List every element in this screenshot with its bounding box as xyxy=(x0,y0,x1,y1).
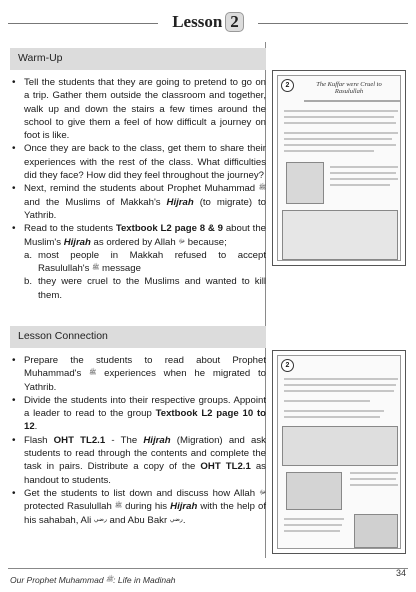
text-line xyxy=(304,100,400,102)
footer-rule xyxy=(8,568,408,569)
swt-symbol: ﷻ xyxy=(259,489,266,496)
lesson-badge: 2 xyxy=(281,359,294,372)
lesson-word: Lesson xyxy=(172,12,223,31)
connection-list xyxy=(10,354,266,527)
warmup-sub-a: a. most people in Makkah refused to accept Rasulullah's $^ﷺ$ message xyxy=(24,249,266,275)
page-number: 34 xyxy=(395,568,406,578)
text-line xyxy=(284,384,396,386)
bullet-icon: • xyxy=(12,487,16,499)
main-column xyxy=(10,42,266,558)
bullet-icon: • xyxy=(12,434,16,446)
textbook-page-thumbnail-1 xyxy=(272,70,406,266)
text-line xyxy=(284,110,398,112)
thumbnail-page xyxy=(277,355,401,549)
pbuh-symbol: ﷺ xyxy=(105,577,114,583)
text-line xyxy=(330,178,398,180)
text-line xyxy=(330,166,398,168)
text-line xyxy=(330,184,390,186)
text-line xyxy=(284,138,392,140)
textbook-page-thumbnail-2 xyxy=(272,350,406,554)
text-line xyxy=(284,116,394,118)
illustration xyxy=(354,514,398,548)
illustration xyxy=(282,210,398,260)
text-line xyxy=(284,122,396,124)
text-line xyxy=(284,400,370,402)
connection-item-1: • Prepare the students to read about Prophet Muhammad's $^ﷺ$ experiences when he migrated to Yathrib. xyxy=(12,355,266,393)
bullet-icon: • xyxy=(12,183,16,195)
connection-item-4: • Get the students to list down and discuss how Allah $^ﷻ$ protected Rasulullah $^ﷺ$ during his Hijrah with the help of his sahabah, Ali $^{رضي}$ and Abu Bakr $^{رضي}$. xyxy=(12,487,266,526)
warmup-section-bar xyxy=(10,48,266,70)
pbuh-symbol: ﷺ xyxy=(89,370,97,377)
text-line xyxy=(284,390,394,392)
warmup-item-2: • Once they are back to the class, get them to share their experiences with the rest of the class. What difficulties did they face? How did they feel throughout the journey? xyxy=(12,143,266,182)
illustration xyxy=(286,162,324,204)
connection-item-3: • Flash OHT TL2.1 - The Hijrah (Migration) and ask students to read through the contents and complete the task in pairs. Distribute a copy of the OHT TL2.1 as handout to students. xyxy=(12,434,266,486)
lesson-badge: 2 xyxy=(281,79,294,92)
warmup-sub-b: b. they were cruel to the Muslims and wanted to kill them. xyxy=(24,276,266,301)
ra-symbol: رضي xyxy=(93,516,107,523)
connection-item-2: • Divide the students into their respective groups. Appoint a leader to read to the group Textbook L2 page 10 to 12. xyxy=(12,394,267,433)
text-line xyxy=(330,172,396,174)
swt-symbol: ﷻ xyxy=(178,238,186,245)
connection-section-bar xyxy=(10,326,266,348)
lesson-title xyxy=(162,12,254,32)
text-line xyxy=(284,530,340,532)
text-line xyxy=(284,150,374,152)
pbuh-symbol: ﷺ xyxy=(114,503,123,510)
footer-text: Our Prophet Muhammad $^ﷺ$: Life in Madinah xyxy=(10,575,176,585)
header-rule-left xyxy=(8,23,158,24)
text-line xyxy=(284,416,380,418)
thumbnail-page xyxy=(277,75,401,261)
text-line xyxy=(350,472,398,474)
text-line xyxy=(350,478,396,480)
text-line xyxy=(284,410,384,412)
illustration xyxy=(282,426,398,466)
warmup-item-1: • Tell the students that they are going to pretend to go on a trip. Gather them outside the classroom and together, walk up and down the stairs a few times around the school to give them a feel of how difficult a journey on foot is like. xyxy=(12,77,266,142)
bullet-icon: • xyxy=(12,77,16,88)
warmup-item-3: • Next, remind the students about Prophet Muhammad $^ﷺ$ and the Muslims of Makkah's Hijrah (to migrate) to Yathrib. xyxy=(12,183,266,221)
bullet-icon: • xyxy=(12,143,16,155)
text-line xyxy=(350,484,398,486)
illustration xyxy=(286,472,342,510)
text-line xyxy=(284,144,396,146)
text-line xyxy=(284,132,398,134)
text-line xyxy=(284,378,398,380)
header-rule-right xyxy=(258,23,408,24)
bullet-icon: • xyxy=(12,355,16,366)
ra-symbol: رضي xyxy=(169,516,183,523)
text-line xyxy=(284,524,342,526)
warmup-list xyxy=(10,76,266,302)
text-line xyxy=(284,518,344,520)
lesson-number-badge: 2 xyxy=(225,12,244,32)
warmup-heading: Warm-Up xyxy=(18,52,63,64)
pbuh-symbol: ﷺ xyxy=(92,265,100,272)
bullet-icon: • xyxy=(12,223,16,235)
connection-heading: Lesson Connection xyxy=(18,330,108,342)
warmup-item-4: • Read to the students Textbook L2 page 8 & 9 about the Muslim's Hijrah as ordered by Allah $^ﷻ$ because; a. most people in Makkah refused to accept Rasulullah's $^ﷺ$ message b. they were cruel to the Muslims and wanted to kill them. xyxy=(12,223,266,301)
bullet-icon: • xyxy=(12,394,16,406)
thumbnail-title: The Kuffar were Cruel to Rasulullah xyxy=(316,81,382,95)
pbuh-symbol: ﷺ xyxy=(258,185,266,192)
